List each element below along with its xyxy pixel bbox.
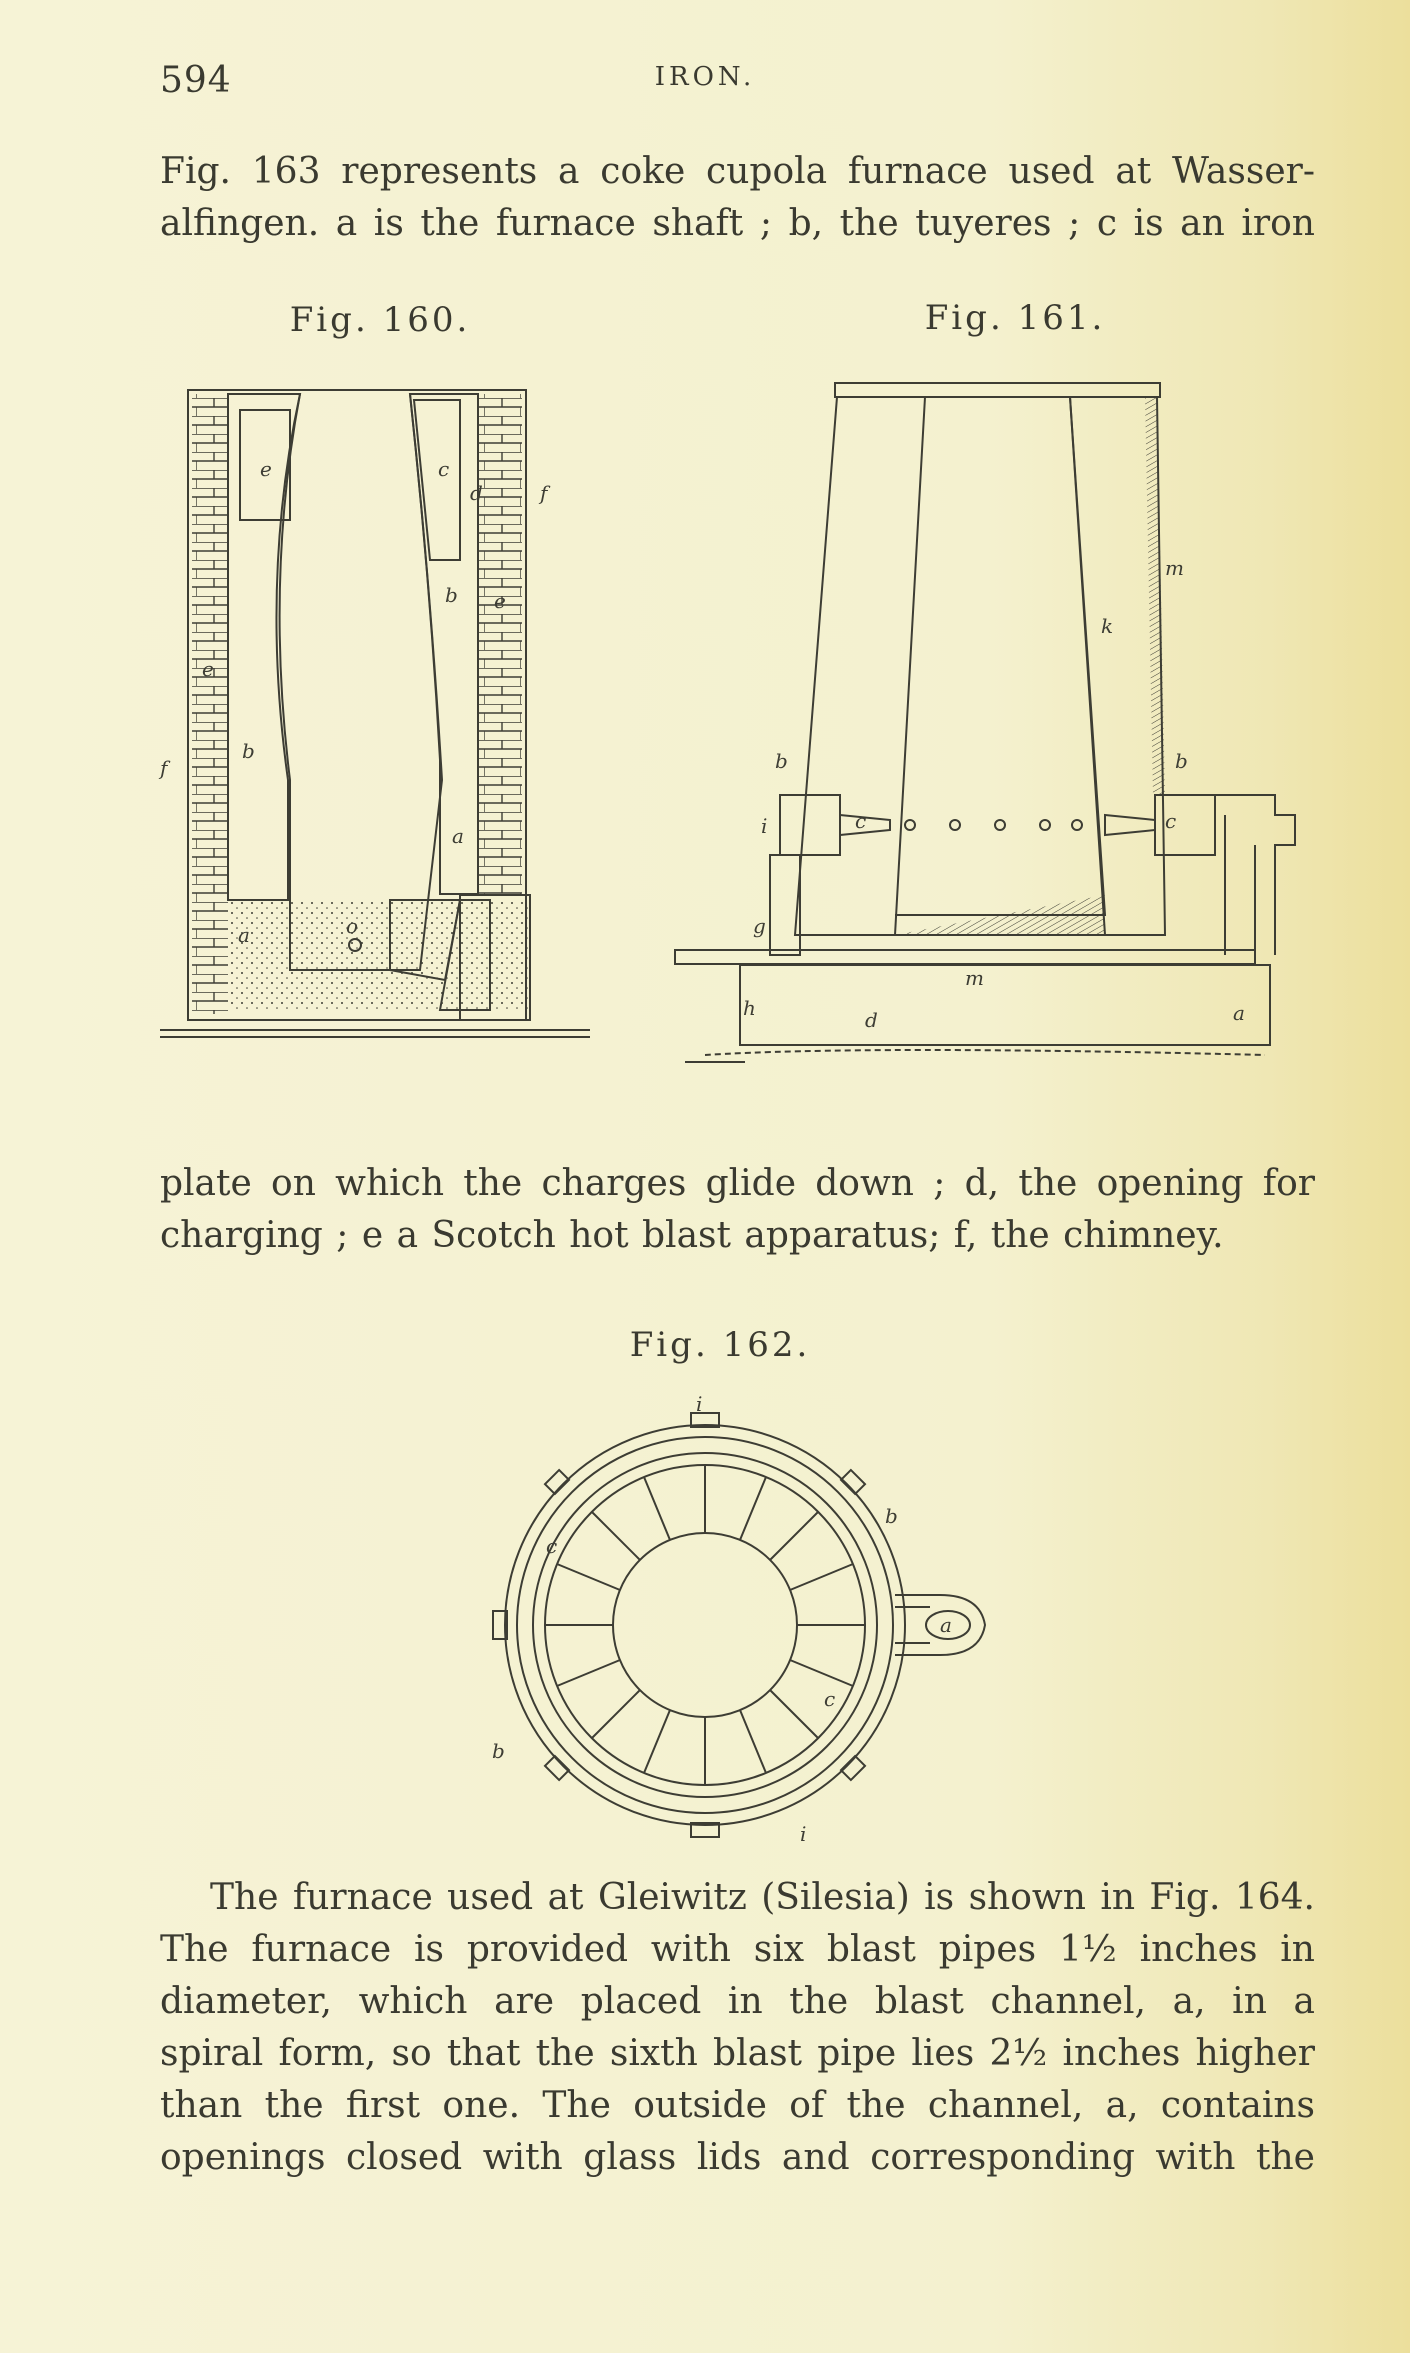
figure-162-plan-view bbox=[470, 1392, 1030, 1865]
figure-label: e bbox=[260, 457, 272, 481]
figure-label: b bbox=[242, 739, 255, 763]
figure-label: a bbox=[940, 1613, 952, 1637]
figure-label: c bbox=[438, 457, 450, 481]
figure-label: a bbox=[1233, 1001, 1245, 1025]
figure-label: e bbox=[202, 657, 214, 681]
figure-label: i bbox=[800, 1822, 807, 1846]
figure-label: h bbox=[743, 996, 756, 1020]
text-line: alfingen. a is the furnace shaft ; b, the tuyeres ; c is an iron bbox=[160, 203, 1315, 244]
figure-label: b bbox=[492, 1739, 505, 1763]
figure-label: i bbox=[696, 1392, 703, 1416]
text-line: The furnace is provided with six blast pipes 1½ inches in bbox=[160, 1929, 1315, 1970]
caption-fig-162: Fig. 162. bbox=[629, 1325, 811, 1365]
caption-fig-160: Fig. 160. bbox=[289, 300, 471, 340]
text-line: charging ; e a Scotch hot blast apparatus; f, the chimney. bbox=[160, 1215, 1224, 1256]
figure-160-cupola-section bbox=[160, 380, 590, 1040]
running-title: IRON. bbox=[654, 62, 756, 92]
text-line: Fig. 163 represents a coke cupola furnace used at Wasser- bbox=[160, 151, 1315, 192]
paragraph-continued bbox=[160, 1158, 1315, 1262]
figure-label: i bbox=[761, 814, 768, 838]
figure-label: c bbox=[824, 1687, 836, 1711]
paragraph-intro bbox=[160, 146, 1315, 250]
figure-label: a bbox=[238, 923, 250, 947]
figure-label: b bbox=[1175, 749, 1188, 773]
text-line: than the first one. The outside of the channel, a, contains bbox=[160, 2085, 1315, 2126]
figure-label: b bbox=[775, 749, 788, 773]
figure-label: f bbox=[540, 481, 548, 505]
figure-label: m bbox=[1165, 556, 1184, 580]
figure-label: c bbox=[546, 1534, 558, 1558]
figure-label: b bbox=[445, 583, 458, 607]
figure-label: g bbox=[753, 914, 766, 938]
figure-label: m bbox=[965, 966, 984, 990]
figure-label: d bbox=[470, 481, 483, 505]
figure-label: e bbox=[494, 589, 506, 613]
text-line: openings closed with glass lids and corresponding with the bbox=[160, 2137, 1315, 2178]
text-line: spiral form, so that the sixth blast pipe lies 2½ inches higher bbox=[160, 2033, 1315, 2074]
paragraph-gleiwitz bbox=[160, 1872, 1315, 2184]
figure-161-cupola-section bbox=[665, 375, 1315, 1135]
figure-label: a bbox=[452, 824, 464, 848]
figure-label: d bbox=[865, 1008, 878, 1032]
text-line: The furnace used at Gleiwitz (Silesia) is shown in Fig. 164. bbox=[210, 1877, 1315, 1918]
figure-label: k bbox=[1101, 614, 1114, 638]
figure-label: c bbox=[855, 809, 867, 833]
text-line: diameter, which are placed in the blast channel, a, in a bbox=[160, 1981, 1315, 2022]
caption-fig-161: Fig. 161. bbox=[924, 298, 1106, 338]
figure-label: o bbox=[346, 914, 359, 938]
figure-label: b bbox=[885, 1504, 898, 1528]
figure-label: f bbox=[160, 756, 168, 780]
text-line: plate on which the charges glide down ; d, the opening for bbox=[160, 1163, 1315, 1204]
page-number: 594 bbox=[160, 60, 232, 101]
figure-label: c bbox=[1165, 809, 1177, 833]
